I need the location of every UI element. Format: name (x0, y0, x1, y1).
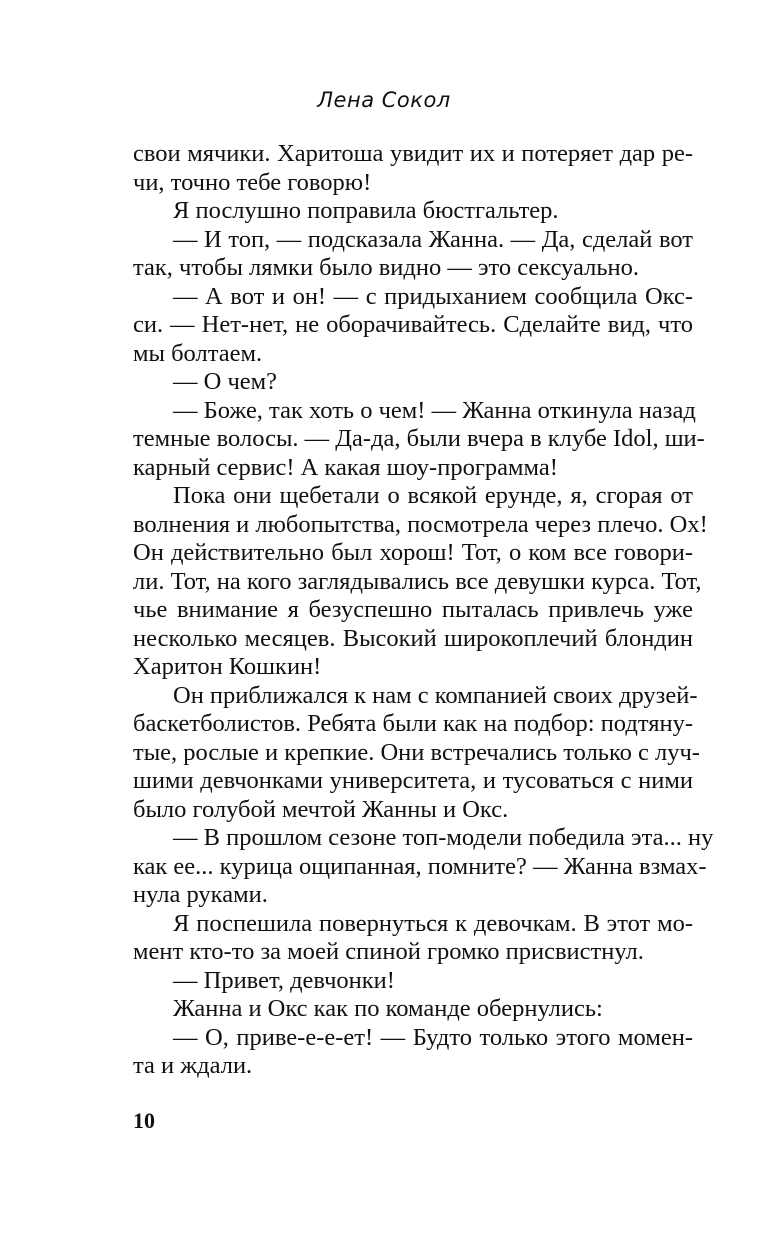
text-line: волнения и любопытства, посмотрела через плечо. Ох! (133, 510, 708, 538)
text-line: — В прошлом сезоне топ-модели победила эта... ну (173, 824, 714, 851)
text-line: — Привет, девчонки! (173, 966, 395, 994)
text-line: ли. Тот, на кого заглядывались все девушки курса. Тот, (133, 567, 702, 595)
text-line: Жанна и Окс как по команде обернулись: (173, 995, 603, 1022)
text-line: тые, рослые и крепкие. Они встречались только с луч- (133, 738, 700, 766)
text-line: темные волосы. — Да-да, были вчера в клубе Idol, ши- (133, 425, 705, 452)
text-line: было голубой мечтой Жанны и Окс. (133, 795, 509, 823)
text-line: — Боже, так хоть о чем! — Жанна откинула назад (173, 396, 696, 424)
text-line: Пока они щебетали о всякой ерунде, я, сгорая от (173, 482, 693, 509)
text-line: Я поспешила повернуться к девочкам. В этот мо- (173, 909, 693, 937)
text-line: мы болтаем. (133, 339, 263, 367)
text-line: Я послушно поправила бюстгальтер. (173, 197, 559, 224)
body-text (133, 140, 714, 1081)
text-line: баскетболистов. Ребята были как на подбор: подтяну- (133, 710, 693, 737)
text-line: си. — Нет-нет, не оборачивайтесь. Сделайте вид, что (133, 311, 693, 338)
text-line: как ее... курица ощипанная, помните? — Жанна взмах- (133, 852, 707, 880)
running-head-author: Лена Сокол (317, 88, 451, 112)
text-line: свои мячики. Харитоша увидит их и потеряет дар ре- (133, 140, 693, 167)
text-line: — А вот и он! — с придыханием сообщила Окс- (173, 282, 693, 310)
text-line: нула руками. (133, 881, 268, 908)
text-line: — О чем? (173, 368, 278, 395)
text-line: Харитон Кошкин! (133, 653, 322, 680)
page-number: 10 (133, 1108, 155, 1133)
text-line: — И топ, — подсказала Жанна. — Да, сделай вот (173, 225, 693, 253)
text-line: Он действительно был хорош! Тот, о ком все говори- (133, 539, 693, 566)
text-line: так, чтобы лямки было видно — это сексуально. (133, 254, 640, 281)
text-line: мент кто-то за моей спиной громко присвистнул. (133, 938, 644, 965)
text-line: та и ждали. (133, 1052, 253, 1079)
text-line: чье внимание я безуспешно пыталась привлечь уже (133, 596, 693, 623)
text-line: карный сервис! А какая шоу-программа! (133, 453, 558, 481)
text-line: несколько месяцев. Высокий широкоплечий блондин (133, 624, 693, 652)
text-line: шими девчонками университета, и тусоваться с ними (133, 767, 693, 794)
text-line: Он приближался к нам с компанией своих друзей- (173, 681, 698, 709)
text-line: чи, точно тебе говорю! (133, 168, 372, 196)
text-line: — О, приве-е-е-ет! — Будто только этого момен- (173, 1023, 693, 1051)
